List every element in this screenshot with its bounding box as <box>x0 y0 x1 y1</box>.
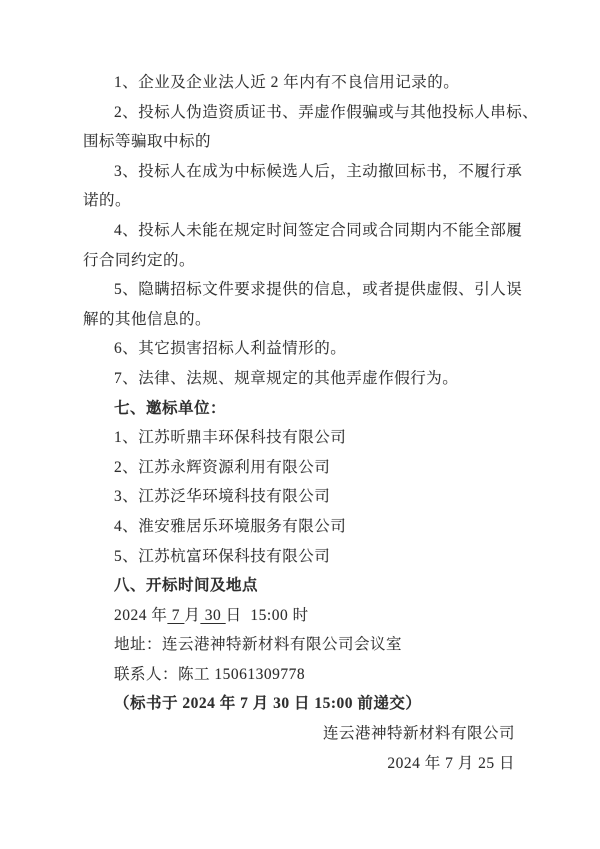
clause-item: 6、其它损害招标人利益情形的。 <box>114 340 347 358</box>
clause-item: 7、法律、法规、规章规定的其他弄虚作假行为。 <box>114 369 459 387</box>
bid-opening-date-line <box>83 601 515 631</box>
clause-item: 2、投标人伪造资质证书、弄虚作假骗或与其他投标人串标、 <box>114 103 539 121</box>
invited-bidder-item: 4、淮安雅居乐环境服务有限公司 <box>114 517 347 535</box>
clause-continuation: 诺的。 <box>83 192 132 210</box>
invited-bidder-item: 5、江苏杭富环保科技有限公司 <box>114 547 331 565</box>
section-heading: 八、开标时间及地点 <box>114 577 259 595</box>
date-text: 月 <box>184 606 201 624</box>
underlined-date-value: 7 <box>167 606 185 624</box>
date-text: 2024 年 <box>114 606 168 624</box>
clause-continuation: 解的其他信息的。 <box>83 310 212 328</box>
address-line: 地址：连云港神特新材料有限公司会议室 <box>114 636 403 654</box>
underlined-date-value: 30 <box>200 606 226 624</box>
clause-item: 5、隐瞒招标文件要求提供的信息，或者提供虚假、引人误 <box>114 281 523 299</box>
contact-line: 联系人：陈工 15061309778 <box>114 665 306 683</box>
invited-bidder-item: 1、江苏昕鼎丰环保科技有限公司 <box>114 429 347 447</box>
clause-item: 1、企业及企业法人近 2 年内有不良信用记录的。 <box>114 74 460 91</box>
invited-bidder-item: 2、江苏永辉资源利用有限公司 <box>114 458 331 476</box>
clause-continuation: 围标等骗取中标的 <box>83 133 212 151</box>
clause-item: 3、投标人在成为中标候选人后，主动撤回标书，不履行承 <box>114 162 523 180</box>
signature-company: 连云港神特新材料有限公司 <box>322 725 515 743</box>
submission-note-line: （标书于 2024 年 7 月 30 日 15:00 前递交） <box>114 695 422 713</box>
section-heading: 七、邀标单位： <box>114 399 227 417</box>
signature-date: 2024 年 7 月 25 日 <box>387 754 515 772</box>
clause-continuation: 行合同约定的。 <box>83 251 196 269</box>
date-text: 日 15:00 时 <box>225 606 309 624</box>
invited-bidder-item: 3、江苏泛华环境科技有限公司 <box>114 488 331 506</box>
clause-item: 4、投标人未能在规定时间签定合同或合同期内不能全部履 <box>114 221 523 239</box>
